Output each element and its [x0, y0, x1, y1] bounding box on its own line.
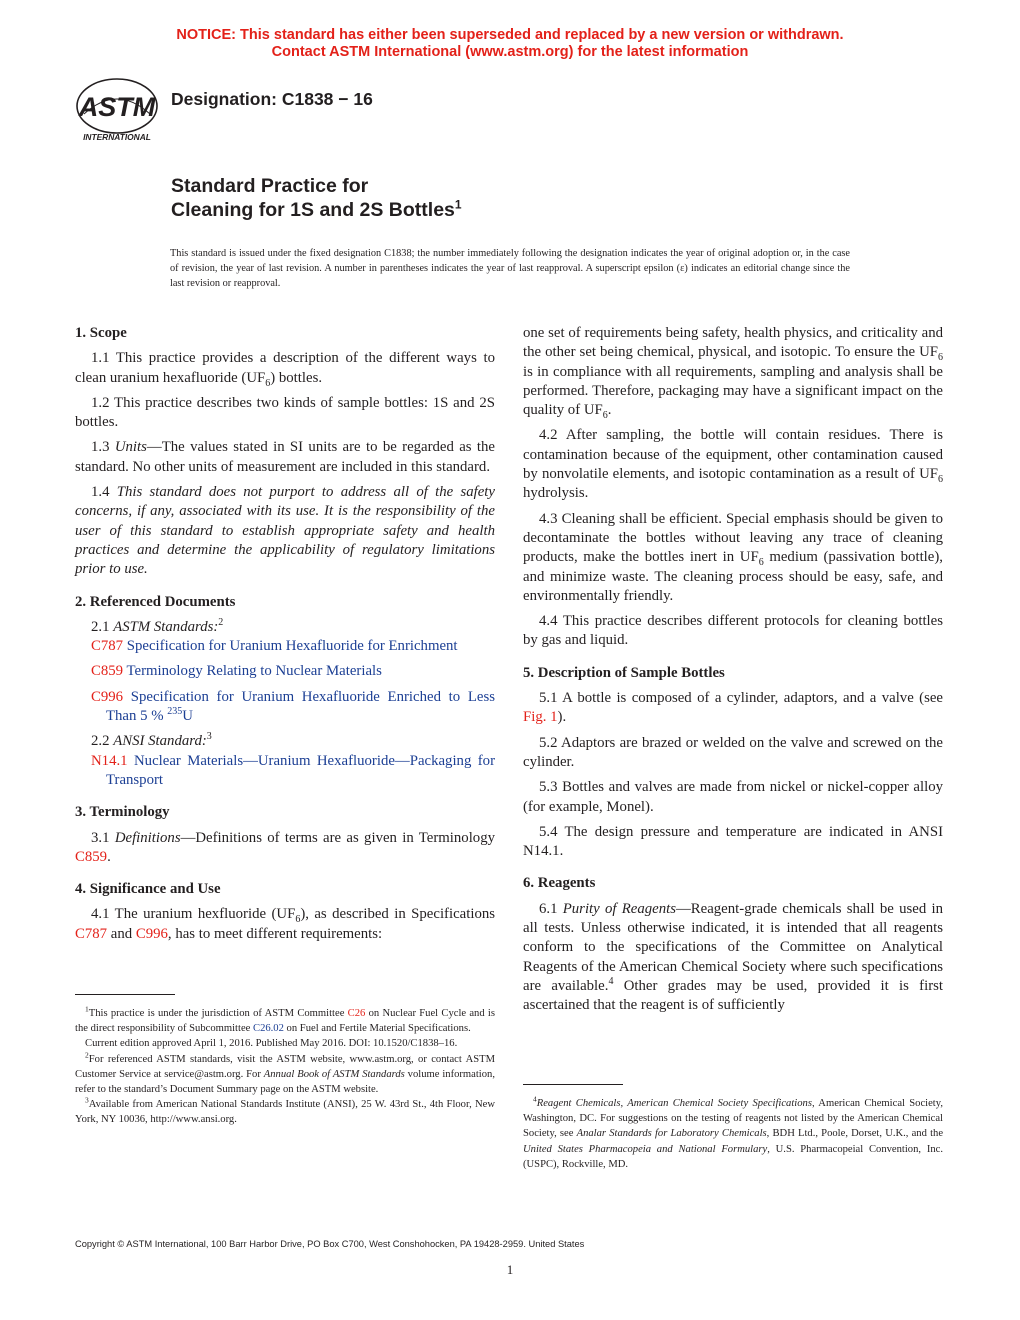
- para-4-1-continued: one set of requirements being safety, health physics, and criticality and the other set being chemical, physical, and isotopic. To ensure the $UF_6$ is in compliance with all requirements, sampling and analysis shall be performed. Therefore, packaging may have a significant impact on the quality of $UF_6$.: [523, 325, 943, 422]
- para-5-3: 5.3 Bottles and valves are made from nickel or nickel-copper alloy (for example, Monel).: [523, 779, 943, 815]
- footnote-1-edition: Current edition approved April 1, 2016. Published May 2016. DOI: 10.1520/C1838–16.: [85, 1038, 458, 1050]
- para-2-2: 2.2 ANSI Standard:$^3$: [91, 731, 212, 750]
- para-4-1-start: 4.1 The uranium hexfluoride $(UF_6)$, as described in Specifications C787 and C996, has to meet different requirements:: [75, 906, 496, 942]
- page-number: 1: [506, 1262, 514, 1277]
- ref-ansi-n14-1[interactable]: N14.1 Nuclear Materials—Uranium Hexafluoride—Packaging for Transport: [91, 752, 495, 788]
- section-heading-sample-bottles: 5. Description of Sample Bottles: [523, 664, 725, 681]
- ref-c787[interactable]: C787 Specification for Uranium Hexafluoride for Enrichment: [91, 638, 458, 655]
- ref-c996[interactable]: C996 Specification for Uranium Hexafluoride Enriched to Less Than 5 % $^{235}$U: [91, 688, 495, 725]
- para-5-4: 5.4 The design pressure and temperature are indicated in ANSI N14.1.: [523, 823, 943, 860]
- ref-c859[interactable]: C859 Terminology Relating to Nuclear Materials: [91, 663, 382, 680]
- footnote-3: $^3$Available from American National Standards Institute (ANSI), 25 W. 43rd St., 4th Floor, New York, NY 10036, http://www.ansi.org.: [75, 1095, 495, 1126]
- para-1-3: 1.3 Units—The values stated in SI units are to be regarded as the standard. No other units of measurement are included in this standard.: [75, 439, 495, 475]
- logo-subtext: INTERNATIONAL: [83, 132, 151, 142]
- footnote-divider: [523, 1084, 623, 1085]
- para-5-1: 5.1 A bottle is composed of a cylinder, adaptors, and a valve (see Fig. 1).: [523, 690, 943, 726]
- link-c996[interactable]: C996: [135, 925, 168, 942]
- notice-line-1: NOTICE: This standard has either been superseded and replaced by a new version or withdrawn.: [176, 27, 844, 43]
- link-c859[interactable]: C859: [75, 848, 108, 865]
- link-c26-02[interactable]: C26.02: [253, 1023, 284, 1035]
- logo-letters: ASTM: [78, 92, 156, 122]
- para-5-2: 5.2 Adaptors are brazed or welded on the valve and screwed on the cylinder.: [523, 734, 943, 770]
- section-heading-reagents: 6. Reagents: [523, 875, 596, 892]
- footnotes-right: [523, 1096, 943, 1172]
- left-column: [75, 324, 495, 950]
- ref-code-link[interactable]: C996: [91, 688, 124, 705]
- para-1-1: 1.1 This practice provides a description of the different ways to clean uranium hexafluoride $(UF_6)$ bottles.: [75, 350, 495, 389]
- footnote-divider: [75, 994, 175, 995]
- ref-code-link[interactable]: C787: [91, 638, 124, 655]
- section-heading-significance: 4. Significance and Use: [75, 881, 221, 898]
- section-heading-terminology: 3. Terminology: [75, 804, 170, 821]
- section-heading-scope: 1. Scope: [75, 325, 127, 341]
- intro-paragraph: This standard is issued under the fixed designation C1838; the number immediately following the designation indicates the year of original adoption or, in the case of revision, the year of last revision. A number in parentheses indicates the year of last reapproval. A superscript epsilon (ε) indicates an editorial change since the last revision or reapproval.: [170, 248, 850, 289]
- withdrawal-notice: [0, 27, 1020, 61]
- title-line-1: Standard Practice for: [171, 175, 369, 197]
- link-c787[interactable]: C787: [75, 925, 108, 942]
- para-4-4: 4.4 This practice describes different protocols for cleaning bottles by gas and liquid.: [523, 613, 943, 649]
- link-fig-1[interactable]: Fig. 1: [523, 709, 558, 726]
- title-line-2: Cleaning for 1S and 2S Bottles$^1$: [171, 197, 462, 221]
- designation: Designation: C1838 − 16: [171, 89, 373, 109]
- section-heading-referenced-documents: 2. Referenced Documents: [75, 593, 236, 610]
- astm-logo: [74, 76, 160, 144]
- right-column: [523, 324, 943, 1022]
- link-c26[interactable]: C26: [347, 1008, 366, 1019]
- ref-code-link[interactable]: C859: [91, 663, 124, 680]
- para-3-1: 3.1 Definitions—Definitions of terms are as given in Terminology C859.: [75, 829, 496, 865]
- copyright-line: Copyright © ASTM International, 100 Barr Harbor Drive, PO Box C700, West Conshohocken, PA 19428-2959. United States: [75, 1239, 585, 1249]
- para-1-2: 1.2 This practice describes two kinds of sample bottles: 1S and 2S bottles.: [75, 394, 495, 431]
- para-4-3: 4.3 Cleaning shall be efficient. Special emphasis should be given to decontaminate the bottles without leaving any trace of cleaning products, make the bottles inert in $UF_6$ medium (passivation bottle), and minimize waste. The cleaning process should be easy, safe, and environmentally friendly.: [523, 510, 943, 604]
- footnote-4: $^4$Reagent Chemicals, American Chemical Society Specifications, American Chemical Society, Washington, DC. For suggestions on the testing of reagents not listed by the American Chemical Society, see Analar Standards for Laboratory Chemicals, BDH Ltd., Poole, Dorset, U.K., and the United States Pharmacopeia and National Formulary, U.S. Pharmacopeial Convention, Inc. (USPC), Rockville, MD.: [523, 1094, 944, 1170]
- ref-code-link[interactable]: N14.1: [91, 752, 128, 769]
- footnote-2: $^2$For referenced ASTM standards, visit the ASTM website, www.astm.org, or contact ASTM Customer Service at service@astm.org. For Annual Book of ASTM Standards volume information, refer to the standard’s Document Summary page on the ASTM website.: [75, 1050, 495, 1096]
- notice-line-2: Contact ASTM International (www.astm.org) for the latest information: [271, 44, 749, 60]
- para-1-4: 1.4 This standard does not purport to address all of the safety concerns, if any, associated with its use. It is the responsibility of the user of this standard to establish appropriate safety and health practices and determine the applicability of regulatory limitations prior to use.: [75, 484, 495, 578]
- para-6-1: 6.1 Purity of Reagents—Reagent-grade chemicals shall be used in all tests. Unless otherwise indicated, it is intended that all reagents conform to the specifications of the Committee on Analytical Reagents of the American Chemical Society where such specifications are available.$^4$ Other grades may be used, provided it is first ascertained that the reagent is of sufficiently: [523, 900, 943, 1014]
- para-4-2: 4.2 After sampling, the bottle will contain residues. There is contamination because of the equipment, other contamination caused by nonvolatile elements, and isotopic contamination as a result of $UF_6$ hydrolysis.: [523, 427, 943, 502]
- title-footnote-mark[interactable]: 1: [454, 197, 462, 212]
- footnote-1: $^1$This practice is under the jurisdiction of ASTM Committee C26 on Nuclear Fuel Cycle and is the direct responsibility of Subcommittee C26.02 on Fuel and Fertile Material Specifications.: [75, 1004, 495, 1035]
- document-title: [171, 174, 462, 222]
- para-2-1: 2.1 ASTM Standards:$^2$: [91, 616, 224, 635]
- footnotes-left: [75, 1006, 495, 1128]
